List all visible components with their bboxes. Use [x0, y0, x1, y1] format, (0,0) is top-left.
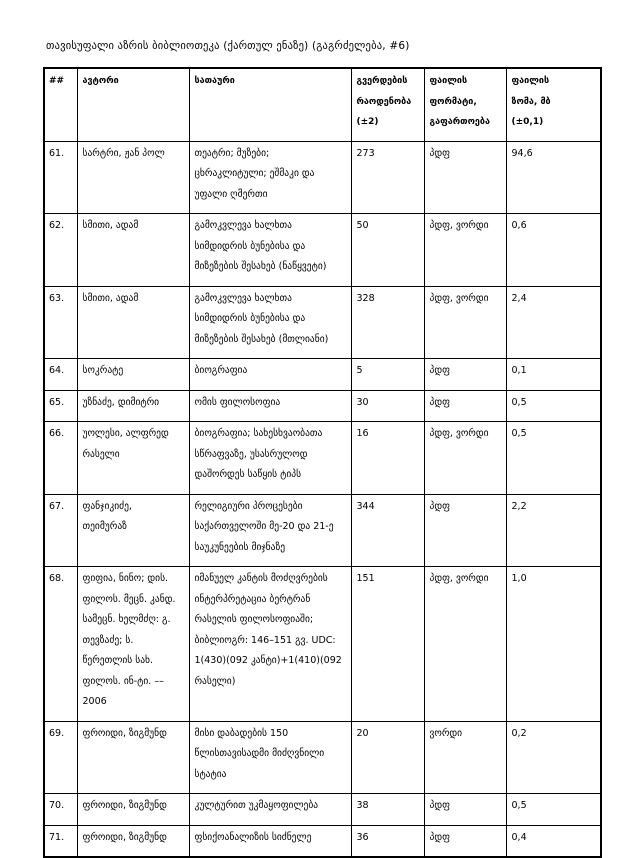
cell-author: ფროიდი, ზიგმუნდ	[77, 794, 189, 826]
cell-size: 0,5	[506, 422, 601, 495]
cell-pages: 38	[351, 794, 424, 826]
cell-size: 94,6	[506, 141, 601, 214]
cell-pages: 36	[351, 825, 424, 857]
cell-pages: 5	[351, 359, 424, 391]
bibliography-table	[43, 67, 602, 858]
cell-title: გამოკვლევა ხალხთა სიმდიდრის ბუნებისა და მიზეზების შესახებ (მთლიანი)	[189, 286, 351, 359]
header-title: სათაური	[189, 68, 351, 141]
cell-pages: 50	[351, 214, 424, 287]
cell-title: ბიოგრაფია	[189, 359, 351, 391]
table-row	[44, 567, 601, 722]
cell-format: პდფ	[424, 141, 506, 214]
table-header-row	[44, 68, 601, 141]
table-row	[44, 494, 601, 567]
table-row	[44, 359, 601, 391]
cell-size: 0,5	[506, 794, 601, 826]
cell-author: ფანჯიკიძე, თეიმურაზ	[77, 494, 189, 567]
table-row	[44, 721, 601, 794]
header-size: ფაილის ზომა, მბ (±0,1)	[506, 68, 601, 141]
cell-title: იმანუელ კანტის მოძღვრების ინტერპრეტაცია ბერტრან რასელის ფილოსოფიაში; ბიბლიოგრ: 146–151 გვ. UDC: 1(430)(092 კანტი)+1(410)(092 რასელი)	[189, 567, 351, 722]
cell-size: 0,2	[506, 721, 601, 794]
cell-size: 2,4	[506, 286, 601, 359]
cell-format: პდფ, ვორდი	[424, 286, 506, 359]
cell-format: პდფ	[424, 825, 506, 857]
cell-author: სოკრატე	[77, 359, 189, 391]
cell-size: 0,5	[506, 390, 601, 422]
cell-author: უოლესი, ალფრედ რასელი	[77, 422, 189, 495]
cell-author: სარტრი, ჟან პოლ	[77, 141, 189, 214]
cell-format: პდფ	[424, 390, 506, 422]
cell-num: 70.	[44, 794, 77, 826]
cell-pages: 344	[351, 494, 424, 567]
cell-pages: 273	[351, 141, 424, 214]
cell-num: 69.	[44, 721, 77, 794]
cell-pages: 16	[351, 422, 424, 495]
cell-num: 67.	[44, 494, 77, 567]
cell-num: 65.	[44, 390, 77, 422]
cell-author: სმითი, ადამ	[77, 286, 189, 359]
cell-pages: 30	[351, 390, 424, 422]
cell-num: 68.	[44, 567, 77, 722]
table-row	[44, 286, 601, 359]
cell-size: 2,2	[506, 494, 601, 567]
cell-num: 62.	[44, 214, 77, 287]
cell-author: ფროიდი, ზიგმუნდ	[77, 721, 189, 794]
cell-num: 61.	[44, 141, 77, 214]
cell-format: პდფ, ვორდი	[424, 422, 506, 495]
cell-size: 0,6	[506, 214, 601, 287]
table-row	[44, 825, 601, 857]
page-title: თავისუფალი აზრის ბიბლიოთეკა (ქართულ ენაზე) (გაგრძელება, #6)	[46, 40, 410, 52]
cell-format: პდფ	[424, 494, 506, 567]
table-row	[44, 390, 601, 422]
header-author: ავტორი	[77, 68, 189, 141]
cell-title: რელიგიური პროცესები საქართველოში მე-20 და 21-ე საუკუნეების მიჯნაზე	[189, 494, 351, 567]
cell-num: 63.	[44, 286, 77, 359]
cell-size: 0,1	[506, 359, 601, 391]
cell-pages: 20	[351, 721, 424, 794]
cell-title: თეატრი; მუზები; ცხრაკლიტული; ეშმაკი და უფალი ღმერთი	[189, 141, 351, 214]
cell-title: კულტურით უკმაყოფილება	[189, 794, 351, 826]
cell-author: ფროიდი, ზიგმუნდ	[77, 825, 189, 857]
cell-pages: 328	[351, 286, 424, 359]
cell-title: ომის ფილოსოფია	[189, 390, 351, 422]
cell-author: ფიფია, ნინო; დის. ფილოს. მეცნ. კანდ. სამეცნ. ხელმძღ: გ. თევზაძე; ს. წერეთლის სახ. ფილოს. ინ-ტი. –– 2006	[77, 567, 189, 722]
cell-title: გამოკვლევა ხალხთა სიმდიდრის ბუნებისა და მიზეზების შესახებ (ნაწყვეტი)	[189, 214, 351, 287]
header-num: ##	[44, 68, 77, 141]
cell-title: მისი დაბადების 150 წლისთავისადმი მიძღვნილი სტატია	[189, 721, 351, 794]
header-format: ფაილის ფორმატი, გაფართოება	[424, 68, 506, 141]
cell-num: 64.	[44, 359, 77, 391]
cell-author: უზნაძე, დიმიტრი	[77, 390, 189, 422]
cell-format: ვორდი	[424, 721, 506, 794]
cell-num: 66.	[44, 422, 77, 495]
cell-author: სმითი, ადამ	[77, 214, 189, 287]
cell-format: პდფ, ვორდი	[424, 567, 506, 722]
cell-size: 1,0	[506, 567, 601, 722]
cell-format: პდფ	[424, 794, 506, 826]
cell-title: ბიოგრაფია; სახესხვაობათა სწრაფვაზე, უსასრულოდ დაშორდეს საწყის ტიპს	[189, 422, 351, 495]
table-row	[44, 422, 601, 495]
cell-num: 71.	[44, 825, 77, 857]
table-row	[44, 141, 601, 214]
cell-format: პდფ	[424, 359, 506, 391]
table-row	[44, 794, 601, 826]
cell-pages: 151	[351, 567, 424, 722]
header-pages: გვერდების რაოდენობა (±2)	[351, 68, 424, 141]
cell-format: პდფ, ვორდი	[424, 214, 506, 287]
cell-title: ფსიქოანალიზის სიძნელე	[189, 825, 351, 857]
table-row	[44, 214, 601, 287]
cell-size: 0,4	[506, 825, 601, 857]
